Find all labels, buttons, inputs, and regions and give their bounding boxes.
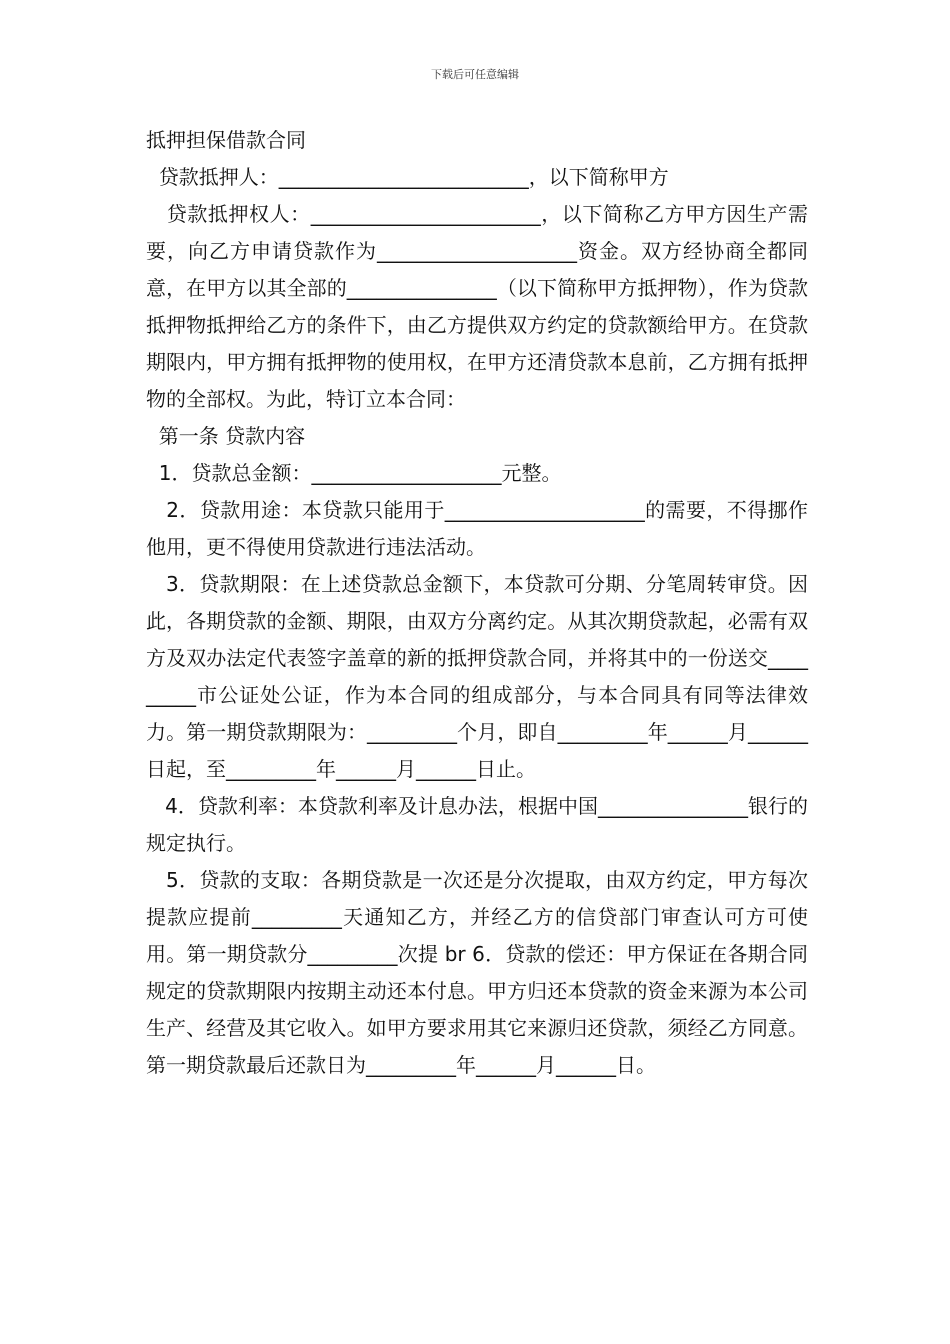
section-heading-loan-content: 第一条 贷款内容 xyxy=(146,424,306,448)
paragraph-mortgagor: 贷款抵押人：_________________________，以下简称甲方 xyxy=(146,165,669,189)
clause-loan-amount: 1．贷款总金额：___________________元整。 xyxy=(146,461,562,485)
clause-loan-purpose: 2．贷款用途：本贷款只能用于____________________的需要，不得挪作他用，更不得使用贷款进行违法活动。 xyxy=(146,498,808,559)
paragraph-mortgagee: 贷款抵押权人：_______________________，以下简称乙方甲方因生产需要，向乙方申请贷款作为____________________资金。双方经协商全都同意，在甲方以其全部的_______________（以下简称甲方抵押物），作为贷款抵押物抵押给乙方的条件下，由乙方提供双方约定的贷款额给甲方。在贷款期限内，甲方拥有抵押物的使用权，在甲方还清贷款本息前，乙方拥有抵押物的全部权。为此，特订立本合同： xyxy=(146,202,809,411)
clause-loan-term: 3．贷款期限：在上述贷款总金额下，本贷款可分期、分笔周转审贷。因此，各期贷款的金额、期限，由双方分离约定。从其次期贷款起，必需有双方及双办法定代表签字盖章的新的抵押贷款合同，并将其中的一份送交_________市公证处公证，作为本合同的组成部分，与本合同具有同等法律效力。第一期贷款期限为：_________个月，即自_________年______月______日起，至_________年______月______日止。 xyxy=(146,572,808,781)
clause-withdrawal-repayment: 5．贷款的支取：各期贷款是一次还是分次提取，由双方约定，甲方每次提款应提前_________天通知乙方，并经乙方的信贷部门审查认可方可使用。第一期贷款分_________次提 br 6．贷款的偿还：甲方保证在各期合同规定的贷款期限内按期主动还本付息。甲方归还本贷款的资金来源为本公司生产、经营及其它收入。如甲方要求用其它来源归还贷款，须经乙方同意。第一期贷款最后还款日为_________年______月______日。 xyxy=(146,868,808,1077)
page-header: 下载后可任意编辑 xyxy=(431,68,519,81)
contract-title: 抵押担保借款合同 xyxy=(146,128,306,152)
clause-interest-rate: 4．贷款利率：本贷款利率及计息办法，根据中国_______________银行的规定执行。 xyxy=(146,794,808,855)
contract-body xyxy=(146,122,808,1084)
